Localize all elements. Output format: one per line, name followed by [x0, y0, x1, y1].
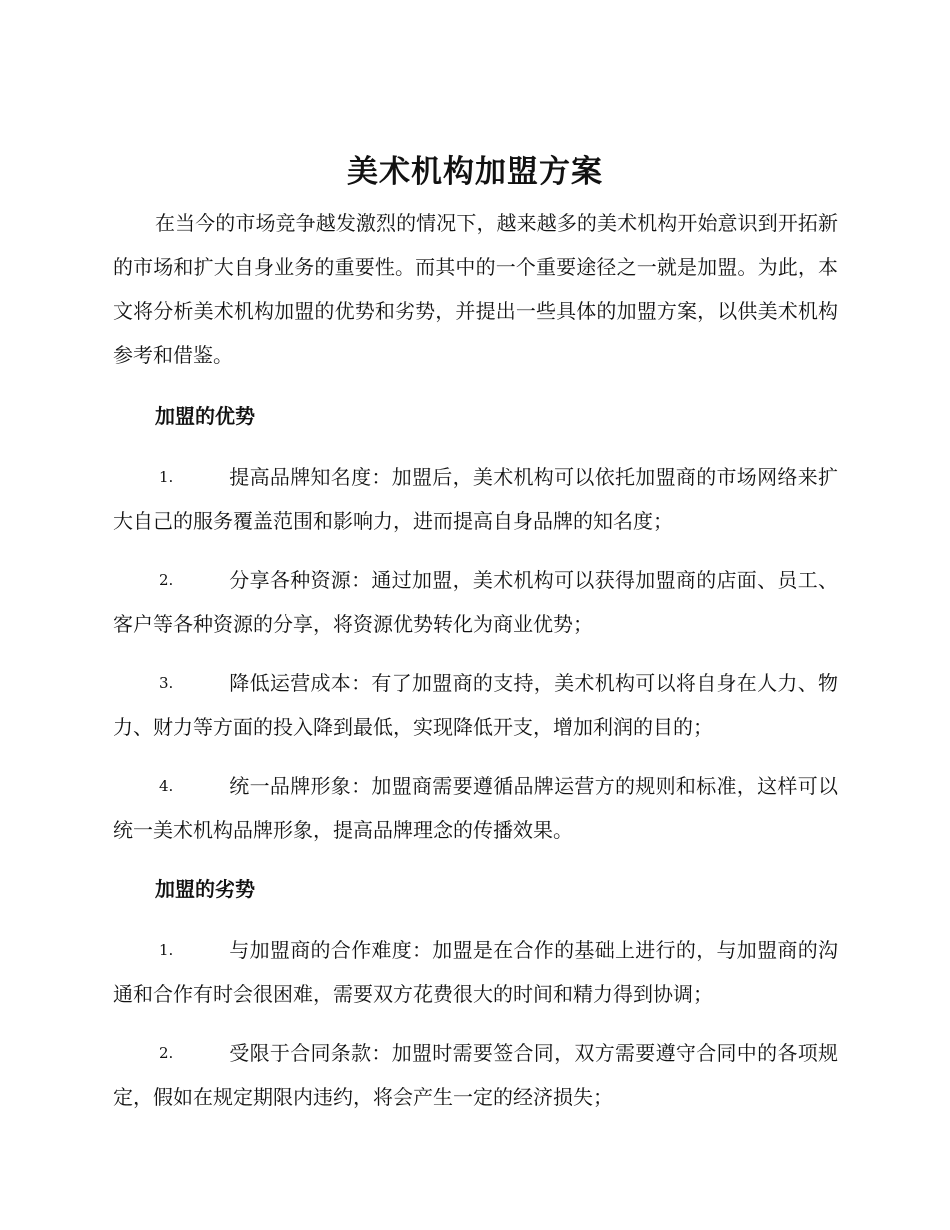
section-heading-disadvantages: 加盟的劣势	[155, 877, 255, 901]
disadvantage-item	[113, 1031, 838, 1119]
list-number: 2.	[159, 571, 174, 589]
list-number: 4.	[159, 777, 174, 795]
page-title: 美术机构加盟方案	[347, 154, 603, 190]
list-number: 2.	[159, 1044, 174, 1062]
list-item-text: 降低运营成本：有了加盟商的支持，美术机构可以将自身在人力、物力、财力等方面的投入降到最低，实现降低开支，增加利润的目的；	[113, 671, 838, 739]
advantage-item	[113, 558, 838, 646]
intro-paragraph: 在当今的市场竞争越发激烈的情况下，越来越多的美术机构开始意识到开拓新的市场和扩大自身业务的重要性。而其中的一个重要途径之一就是加盟。为此，本文将分析美术机构加盟的优势和劣势，并提出一些具体的加盟方案，以供美术机构参考和借鉴。	[113, 211, 838, 367]
disadvantage-item	[113, 928, 838, 1016]
list-item-text: 分享各种资源：通过加盟，美术机构可以获得加盟商的店面、员工、客户等各种资源的分享，将资源优势转化为商业优势；	[113, 568, 838, 636]
advantage-item	[113, 764, 838, 852]
list-number: 1.	[159, 941, 174, 959]
list-number: 3.	[159, 674, 174, 692]
document-body	[113, 201, 838, 1134]
list-item-text: 受限于合同条款：加盟时需要签合同，双方需要遵守合同中的各项规定，假如在规定期限内违约，将会产生一定的经济损失；	[113, 1041, 838, 1109]
advantage-item	[113, 661, 838, 749]
list-item-text: 提高品牌知名度：加盟后，美术机构可以依托加盟商的市场网络来扩大自己的服务覆盖范围和影响力，进而提高自身品牌的知名度；	[113, 465, 838, 533]
list-item-text: 与加盟商的合作难度：加盟是在合作的基础上进行的，与加盟商的沟通和合作有时会很困难，需要双方花费很大的时间和精力得到协调；	[113, 938, 838, 1006]
list-number: 1.	[159, 468, 174, 486]
section-heading-advantages: 加盟的优势	[155, 404, 255, 428]
list-item-text: 统一品牌形象：加盟商需要遵循品牌运营方的规则和标准，这样可以统一美术机构品牌形象，提高品牌理念的传播效果。	[113, 774, 838, 842]
advantage-item	[113, 455, 838, 543]
